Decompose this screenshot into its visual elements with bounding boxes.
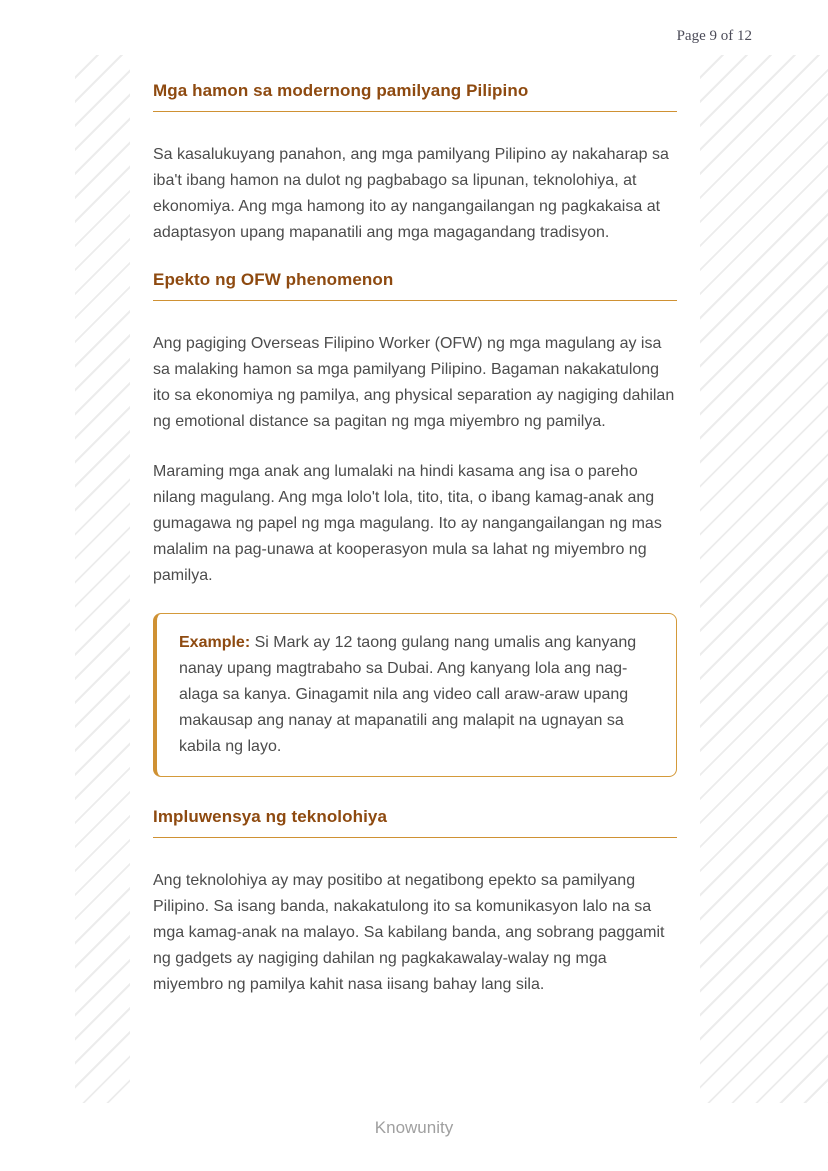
example-box bbox=[153, 613, 677, 777]
example-text: Si Mark ay 12 taong gulang nang umalis ang kanyang nanay upang magtrabaho sa Dubai. Ang kanyang lola ang nag-alaga sa kanya. Ginagamit nila ang video call araw-araw upang makausap ang nanay at mapanatili ang malapit na ugnayan sa kabila ng layo. bbox=[179, 634, 637, 755]
footer-brand: Knowunity bbox=[374, 1118, 454, 1137]
section-technology-influence bbox=[153, 807, 677, 998]
page-number-indicator: Page 9 of 12 bbox=[676, 28, 752, 44]
striped-background bbox=[75, 55, 828, 1103]
heading-rule bbox=[153, 837, 677, 838]
section-ofw-phenomenon bbox=[153, 270, 677, 589]
paragraph: Ang pagiging Overseas Filipino Worker (OFW) ng mga magulang ay isa sa malaking hamon sa mga pamilyang Pilipino. Bagaman nakakatulong ito sa ekonomiya ng pamilya, ang physical separation ay nagiging dahilan ng emotional distance sa pagitan ng mga miyembro ng pamilya. bbox=[153, 335, 675, 430]
example-label: Example: bbox=[179, 634, 251, 651]
section-heading: Impluwensya ng teknolohiya bbox=[153, 807, 388, 826]
heading-rule bbox=[153, 111, 677, 112]
content-card bbox=[130, 55, 700, 1103]
heading-rule bbox=[153, 300, 677, 301]
paragraph: Maraming mga anak ang lumalaki na hindi kasama ang isa o pareho nilang magulang. Ang mga lolo't lola, tito, tita, o ibang kamag-anak ang gumagawa ng papel ng mga magulang. Ito ay nangangailangan ng mas malalim na pag-unawa at kooperasyon mula sa lahat ng miyembro ng pamilya. bbox=[153, 463, 662, 584]
section-modern-family-challenges bbox=[153, 81, 677, 246]
section-heading: Mga hamon sa modernong pamilyang Pilipino bbox=[153, 81, 529, 100]
section-heading: Epekto ng OFW phenomenon bbox=[153, 270, 394, 289]
paragraph: Ang teknolohiya ay may positibo at negatibong epekto sa pamilyang Pilipino. Sa isang banda, nakakatulong ito sa komunikasyon lalo na sa mga kamag-anak na malayo. Sa kabilang banda, ang sobrang paggamit ng gadgets ay nagiging dahilan ng pagkakawalay-walay ng mga miyembro ng pamilya kahit nasa iisang bahay lang sila. bbox=[153, 872, 665, 993]
paragraph: Sa kasalukuyang panahon, ang mga pamilyang Pilipino ay nakaharap sa iba't ibang hamon na dulot ng pagbabago sa lipunan, teknolohiya, at ekonomiya. Ang mga hamong ito ay nangangailangan ng pagkakaisa at adaptasyon upang mapanatili ang mga magagandang tradisyon. bbox=[153, 146, 669, 241]
example-paragraph bbox=[179, 630, 654, 760]
